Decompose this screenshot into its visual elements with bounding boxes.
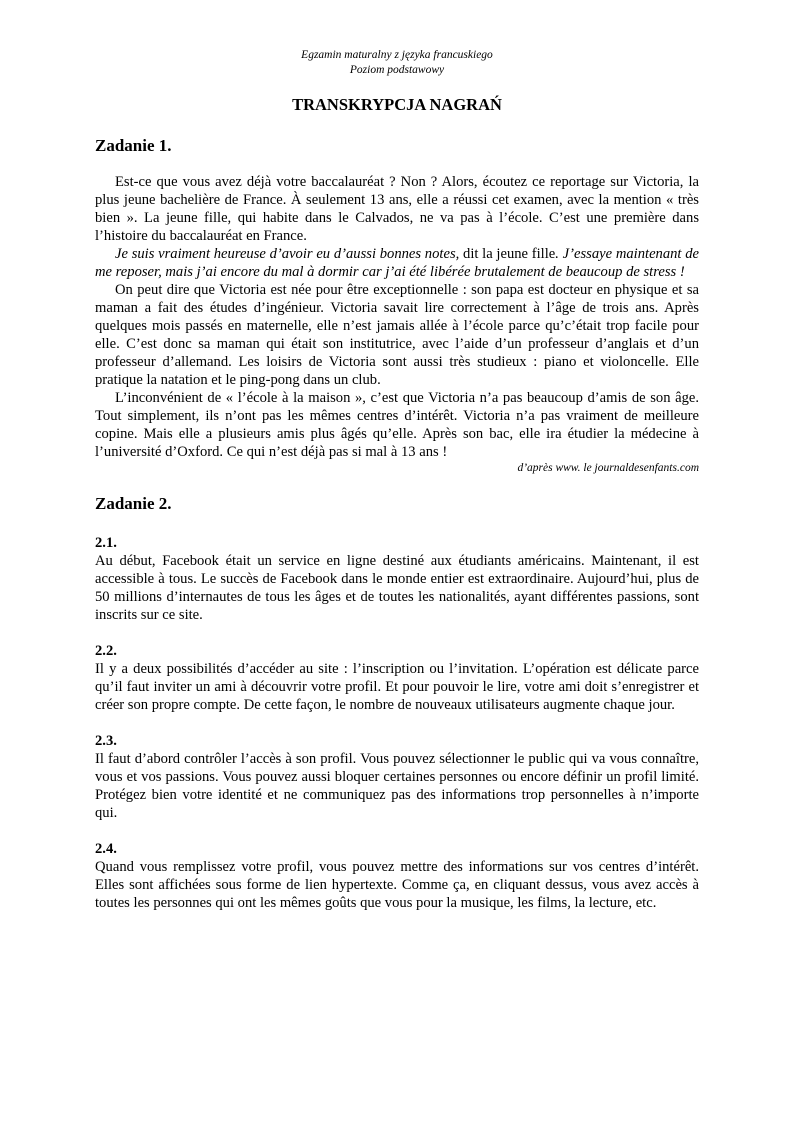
item-number: 2.1. [95, 535, 117, 551]
item-text: Quand vous remplissez votre profil, vous pouvez mettre des informations sur vos centres d’intérêt. Elles sont affichées sous forme de lien hypertexte. Comme ça, en cliquant dessus, vous avez accès à toutes les personnes qui ont les mêmes goûts que vous pour la musique, les films, la lecture, etc. [95, 859, 699, 911]
item-text: Il faut d’abord contrôler l’accès à son profil. Vous pouvez sélectionner le public qui va vous connaître, vous et vos passions. Vous pouvez aussi bloquer certaines personnes ou encore définir un profil limité. Protégez bien votre identité et ne communiquez pas des informations trop personnelles à n’importe qui. [95, 751, 699, 821]
zadanie-2-item [95, 534, 699, 624]
item-number: 2.4. [95, 841, 117, 857]
item-text: Au début, Facebook était un service en ligne destiné aux étudiants américains. Maintenant, il est accessible à tous. Le succès de Facebook dans le monde entier est extraordinaire. Aujourd’hui, plus de 50 millions d’internautes de tous les âges et de toutes les nationalités, ayant différentes passions, sont inscrits sur ce site. [95, 553, 699, 623]
source-citation: d’après www. le journaldesenfants.com [517, 462, 699, 474]
item-number: 2.3. [95, 733, 117, 749]
zadanie-2-item [95, 642, 699, 714]
quote-part-1: Je suis vraiment heureuse d’avoir eu d’aussi bonnes notes, [115, 246, 460, 262]
zadanie-2-heading: Zadanie 2. [95, 494, 172, 513]
zadanie-1-heading: Zadanie 1. [95, 136, 172, 155]
document-title: TRANSKRYPCJA NAGRAŃ [292, 95, 502, 114]
item-number: 2.2. [95, 643, 117, 659]
exam-name: Egzamin maturalny z języka francuskiego [301, 49, 493, 61]
quote-part-2: . J’essaye maintenant de me reposer, mais j’ai encore du mal à dormir car j’ai été libérée brutalement de beaucoup de stress ! [95, 246, 700, 280]
zadanie-1-transcript [95, 173, 699, 475]
zadanie-1-paragraph-2 [95, 245, 699, 281]
zadanie-1-paragraph-3: On peut dire que Victoria est née pour être exceptionnelle : son papa est docteur en physique et sa maman a fait des études d’ingénieur. Victoria savait lire correctement à l’âge de trois ans. Après quelques mois passés en maternelle, elle n’est jamais allée à l’école parce qu’c’était trop facile pour elle. C’est donc sa maman qui était son institutrice, avec l’aide d’un professeur d’anglais et d’un professeur d’allemand. Les loisirs de Victoria sont aussi très studieux : piano et violoncelle. Elle pratique la natation et le ping-pong dans un club. [95, 282, 699, 388]
item-text: Il y a deux possibilités d’accéder au site : l’inscription ou l’invitation. L’opération est délicate parce qu’il faut inviter un ami à découvrir votre profil. Et pour pouvoir le lire, votre ami doit s’enregistrer et créer son propre compte. De cette façon, le nombre de nouveaux utilisateurs augmente chaque jour. [95, 661, 699, 713]
exam-level: Poziom podstawowy [349, 64, 445, 76]
zadanie-1-paragraph-1: Est-ce que vous avez déjà votre baccalauréat ? Non ? Alors, écoutez ce reportage sur Victoria, la plus jeune bachelière de France. À seulement 13 ans, elle a réussi cet examen, avec la mention « très bien ». La jeune fille, qui habite dans le Calvados, ne va pas à l’école. C’est une première dans l’histoire du baccalauréat en France. [95, 174, 699, 244]
zadanie-1-paragraph-4: L’inconvénient de « l’école à la maison », c’est que Victoria n’a pas beaucoup d’amis de son âge. Tout simplement, ils n’ont pas les mêmes centres d’intérêt. Victoria n’a pas vraiment de meilleure copine. Mais elle a plusieurs amis plus âgés qu’elle. Après son bac, elle ira étudier la médecine à l’université d’Oxford. Ce qui n’est déjà pas si mal à 13 ans ! [95, 390, 699, 460]
exam-header [95, 48, 699, 78]
zadanie-2-item [95, 732, 699, 822]
document-page [95, 48, 699, 912]
quote-attribution: dit la jeune fille [459, 246, 556, 262]
zadanie-2-item [95, 840, 699, 912]
